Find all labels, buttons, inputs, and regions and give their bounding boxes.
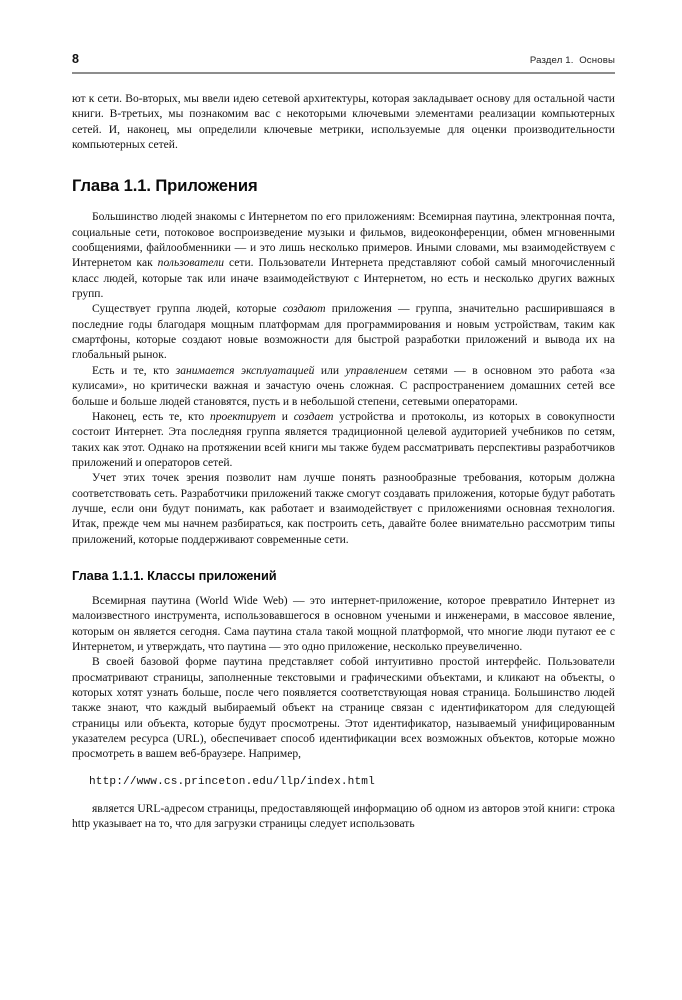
paragraph: Большинство людей знакомы с Интернетом по его приложениям: Всемирная паутина, электронная почта, социальные сети, потоковое воспроизведение музыки и фильмов, видеоконференции, обмен мгновенными сообщениями, файлообменники — и это лишь несколько примеров. Иными словами, мы взаимодействуем с Интернетом как пользователи сети. Пользователи Интернета представляют собой самый многочисленный класс людей, которые так или иначе взаимодействуют с Интернетом, но есть и несколько других важных групп.	[72, 211, 615, 301]
paragraph: Учет этих точек зрения позволит нам лучше понять разнообразные требования, которым должна соответствовать сеть. Разработчики приложений также смогут создавать приложения, которые будут работать лучше, если они будут понимать, как работает и взаимодействует с приложениями основная технология. Итак, прежде чем мы начнем разбираться, как построить сеть, давайте более внимательно рассмотрим типы приложений, которые поддерживают современные сети.	[72, 472, 615, 546]
page-number: 8	[72, 52, 80, 66]
paragraph: Есть и те, кто занимается эксплуатацией или управлением сетями — в основном это работа «за кулисами», но критически важная и зачастую очень сложная. С распространением домашних сетей все больше и больше людей становятся, пусть и в небольшой степени, сетевыми операторами.	[72, 364, 616, 408]
paragraph: является URL-адресом страницы, предоставляющей информацию об одном из авторов этой книги: строка http указывает на то, что для загрузки страницы следует использовать	[72, 802, 615, 831]
emphasis-text: создает	[293, 410, 334, 423]
spacer-before-section	[72, 548, 615, 568]
running-head	[72, 52, 615, 66]
paragraph: В своей базовой форме паутина представляет собой интуитивно простой интерфейс. Пользователи просматривают страницы, заполненные текстовыми и графическими объектами, и кликают на объекты, о которых хотят узнать больше, после чего появляется соответствующая новая страница. Большинство людей также знают, что каждый выбираемый объект на странице связан с идентификатором для следующей страницы или объекта, которые будут просмотрены. Этот идентификатор, называемый унифицированным указателем ресурса (URL), обеспечивает способ идентификации всех возможных объектов, которые можно просмотреть в вашем веб-браузере. Например,	[72, 656, 615, 761]
url-code-line: http://www.cs.princeton.edu/llp/index.html	[89, 775, 375, 788]
emphasis-text: проектирует	[209, 410, 276, 423]
running-head-title: Раздел 1. Основы	[529, 55, 615, 66]
spacer-before-code	[72, 763, 615, 775]
paragraph: Наконец, есть те, кто проектирует и создает устройства и протоколы, из которых в совокупности состоит Интернет. Эта последняя группа является традиционной целевой аудиторией учебников по сетям, таких как этот. Однако на протяжении всей книги мы также будем рассматривать перспективы разработчиков приложений и операторов сетей.	[72, 410, 615, 469]
section-heading: Глава 1.1.1. Классы приложений	[72, 567, 277, 583]
chapter-heading: Глава 1.1. Приложения	[72, 176, 258, 196]
spacer-after-chapter	[72, 196, 615, 210]
paragraph: Всемирная паутина (World Wide Web) — это интернет-приложение, которое превратило Интернет из малоизвестного инструмента, использовавшегося в основном учеными и инженерами, в массовое явление, которым он является сегодня. Сама паутина стала такой мощной платформой, что многие люди путают ее с Интернетом, и утверждать, что паутина — это одно приложение, несколько преувеличенно.	[72, 594, 615, 653]
spacer-after-code	[72, 790, 615, 802]
paragraph-continued: ют к сети. Во-вторых, мы ввели идею сетевой архитектуры, которая закладывает основу для остальной части книги. В-третьих, мы познакомим вас с некоторыми ключевыми элементами реализации компьютерных сетей. И, наконец, мы определили ключевые метрики, используемые для оценки производительности компьютерных сетей.	[72, 93, 615, 152]
emphasis-text: управлением	[345, 364, 408, 377]
spacer-after-section	[72, 584, 615, 594]
emphasis-text: пользователи	[157, 257, 225, 270]
spacer-before-chapter	[72, 153, 615, 176]
emphasis-text: занимается эксплуатацией	[175, 364, 315, 377]
paragraph: Существует группа людей, которые создают приложения — группа, значительно расширившаяся в последние годы благодаря мощным платформам для программирования и новым устройствам, таким как смартфоны, которые создают новые возможности для быстрой разработки приложений и вывода их на глобальный рынок.	[72, 303, 615, 362]
text-column	[72, 92, 615, 832]
emphasis-text: создают	[282, 303, 326, 316]
header-rule	[72, 72, 615, 74]
